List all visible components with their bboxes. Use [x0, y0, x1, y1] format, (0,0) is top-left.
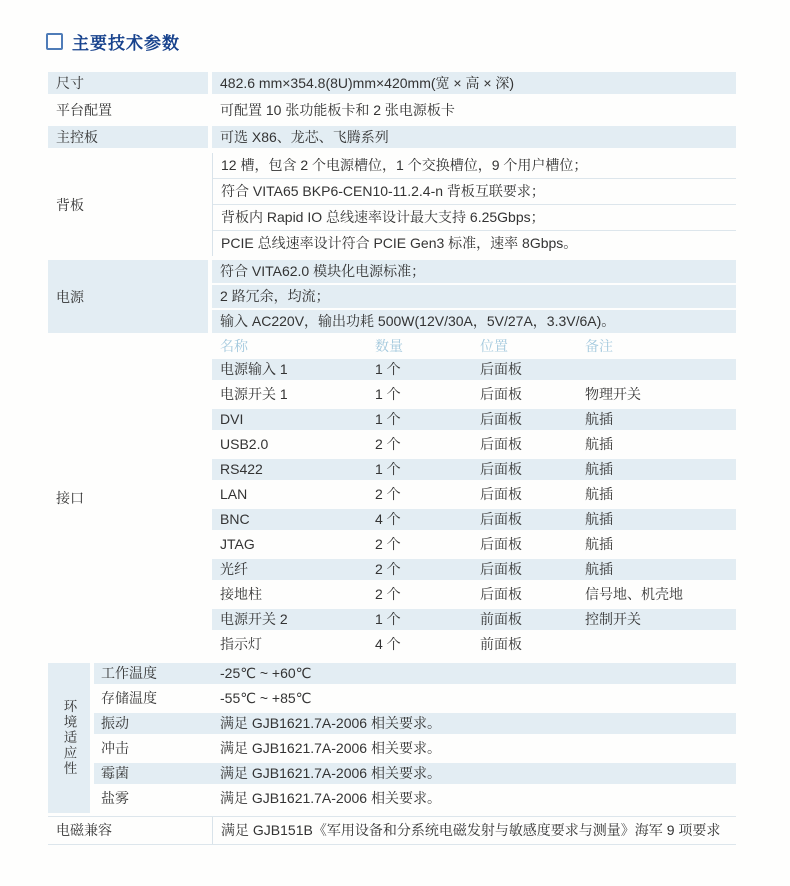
- cell-qty: 2 个: [375, 436, 401, 452]
- interface-header-row: [212, 337, 736, 357]
- table-section-interface: [48, 337, 736, 659]
- interface-row: [212, 359, 736, 380]
- cell-qty: 1 个: [375, 411, 401, 427]
- interface-row: [212, 609, 736, 630]
- cell-pos: 后面板: [480, 586, 522, 602]
- cell-name: 电源开关 1: [220, 386, 288, 402]
- cell-note: 航插: [585, 511, 613, 527]
- power-line: 输入 AC220V，输出功耗 500W(12V/30A，5V/27A，3.3V/6A)。: [212, 310, 736, 333]
- cell-note: 信号地、机壳地: [585, 586, 683, 602]
- cell-qty: 2 个: [375, 561, 401, 577]
- cell-name: 电源输入 1: [220, 361, 288, 377]
- interface-row: [212, 459, 736, 480]
- environment-row: [94, 713, 736, 734]
- cell-qty: 4 个: [375, 511, 401, 527]
- cell-pos: 后面板: [480, 561, 522, 577]
- cell-pos: 后面板: [480, 511, 522, 527]
- cell-pos: 前面板: [480, 636, 522, 652]
- env-name: 冲击: [101, 740, 129, 756]
- interface-row: [212, 434, 736, 455]
- table-row-mainboard: [48, 126, 736, 148]
- power-line: 符合 VITA62.0 模块化电源标准；: [212, 260, 736, 283]
- cell-name: BNC: [220, 511, 250, 527]
- cell-name: USB2.0: [220, 436, 269, 452]
- row-value: 可选 X86、龙芯、飞腾系列: [212, 126, 736, 148]
- env-name: 振动: [94, 713, 208, 734]
- cell-name: 电源开关 2: [220, 611, 288, 627]
- env-name: 存储温度: [101, 690, 157, 706]
- cell-qty: 2 个: [375, 536, 401, 552]
- environment-row: [94, 788, 736, 809]
- cell-note: 航插: [585, 461, 613, 477]
- environment-row: [94, 688, 736, 709]
- page-title: 主要技术参数: [72, 33, 180, 53]
- cell-note: 航插: [585, 536, 613, 552]
- square-outline-icon: [46, 33, 63, 50]
- environment-row: [94, 663, 736, 684]
- row-label: 平台配置: [56, 102, 112, 118]
- interface-header-qty: 数量: [375, 338, 403, 354]
- interface-row: [212, 634, 736, 655]
- interface-row: [212, 584, 736, 605]
- section-title: [0, 0, 790, 52]
- cell-pos: 后面板: [480, 536, 522, 552]
- cell-qty: 4 个: [375, 636, 401, 652]
- env-name: 霉菌: [94, 763, 208, 784]
- interface-row: [212, 484, 736, 505]
- row-label: 背板: [56, 196, 84, 213]
- interface-header-pos: 位置: [480, 338, 508, 354]
- table-section-backplane: [48, 153, 736, 256]
- interface-header-note: 备注: [585, 338, 613, 354]
- cell-pos: 后面板: [480, 386, 522, 402]
- environment-row: [94, 763, 736, 784]
- cell-note: 航插: [585, 486, 613, 502]
- cell-qty: 2 个: [375, 586, 401, 602]
- cell-pos: 后面板: [480, 361, 522, 377]
- power-lines: [212, 260, 736, 333]
- cell-note: 航插: [585, 561, 613, 577]
- backplane-line: 符合 VITA65 BKP6-CEN10-11.2.4-n 背板互联要求；: [213, 178, 736, 204]
- cell-note: [585, 359, 736, 380]
- cell-name: RS422: [220, 461, 263, 477]
- interface-row: [212, 409, 736, 430]
- backplane-line: 12 槽，包含 2 个电源槽位，1 个交换槽位，9 个用户槽位；: [221, 157, 588, 173]
- environment-vertical-label: 环境适应性: [48, 663, 90, 813]
- cell-note: 控制开关: [585, 611, 641, 627]
- table-section-environment: [48, 663, 736, 813]
- row-value: 可配置 10 张功能板卡和 2 张电源板卡: [220, 102, 455, 118]
- env-name: 盐雾: [101, 790, 129, 806]
- env-value: 满足 GJB1621.7A-2006 相关要求。: [212, 763, 736, 784]
- cell-name: 指示灯: [220, 636, 262, 652]
- cell-name: 接地柱: [220, 586, 262, 602]
- cell-qty: 1 个: [375, 386, 401, 402]
- backplane-line: 背板内 Rapid IO 总线速率设计最大支持 6.25Gbps；: [213, 204, 736, 230]
- row-label: 电源: [48, 260, 208, 333]
- cell-name: DVI: [220, 411, 244, 427]
- env-value: 满足 GJB1621.7A-2006 相关要求。: [220, 740, 441, 756]
- cell-note: 航插: [585, 411, 613, 427]
- interface-row: [212, 559, 736, 580]
- env-value: -55℃ ~ +85℃: [220, 690, 312, 706]
- interface-table: [212, 337, 736, 659]
- spec-table: [48, 72, 736, 845]
- cell-name: LAN: [220, 486, 248, 502]
- row-value: 满足 GJB151B《军用设备和分系统电磁发射与敏感度要求与测量》海军 9 项要求: [212, 817, 736, 844]
- cell-pos: 后面板: [480, 411, 522, 427]
- cell-pos: 后面板: [480, 486, 522, 502]
- interface-row: [212, 384, 736, 405]
- cell-qty: 1 个: [375, 461, 401, 477]
- cell-pos: 前面板: [480, 611, 522, 627]
- env-value: 满足 GJB1621.7A-2006 相关要求。: [212, 713, 736, 734]
- cell-note: 航插: [585, 436, 613, 452]
- environment-rows: [94, 663, 736, 813]
- cell-pos: 后面板: [480, 461, 522, 477]
- cell-qty: 1 个: [375, 611, 401, 627]
- row-label: 电磁兼容: [56, 822, 112, 838]
- env-value: 满足 GJB1621.7A-2006 相关要求。: [220, 790, 441, 806]
- cell-name: 光纤: [220, 561, 248, 577]
- env-name: 工作温度: [94, 663, 208, 684]
- cell-qty: 1 个: [375, 361, 401, 377]
- row-label: 尺寸: [48, 72, 208, 94]
- interface-row: [212, 534, 736, 555]
- interface-row: [212, 509, 736, 530]
- interface-header-name: 名称: [220, 338, 248, 354]
- cell-name: JTAG: [220, 536, 255, 552]
- env-value: -25℃ ~ +60℃: [212, 663, 736, 684]
- environment-row: [94, 738, 736, 759]
- row-label: 主控板: [48, 126, 208, 148]
- cell-pos: 后面板: [480, 436, 522, 452]
- table-row-platform: [48, 99, 736, 121]
- table-section-power: [48, 260, 736, 333]
- backplane-lines: [212, 153, 736, 256]
- backplane-line: PCIE 总线速率设计符合 PCIE Gen3 标准，速率 8Gbps。: [213, 230, 736, 256]
- table-row-dimensions: [48, 72, 736, 94]
- cell-qty: 2 个: [375, 486, 401, 502]
- cell-note: [585, 634, 736, 655]
- row-value: 482.6 mm×354.8(8U)mm×420mm(宽 × 高 × 深): [212, 72, 736, 94]
- power-line: 2 路冗余，均流；: [212, 285, 736, 308]
- row-label: 接口: [56, 490, 84, 506]
- table-row-emc: [48, 816, 736, 845]
- cell-note: 物理开关: [585, 386, 641, 402]
